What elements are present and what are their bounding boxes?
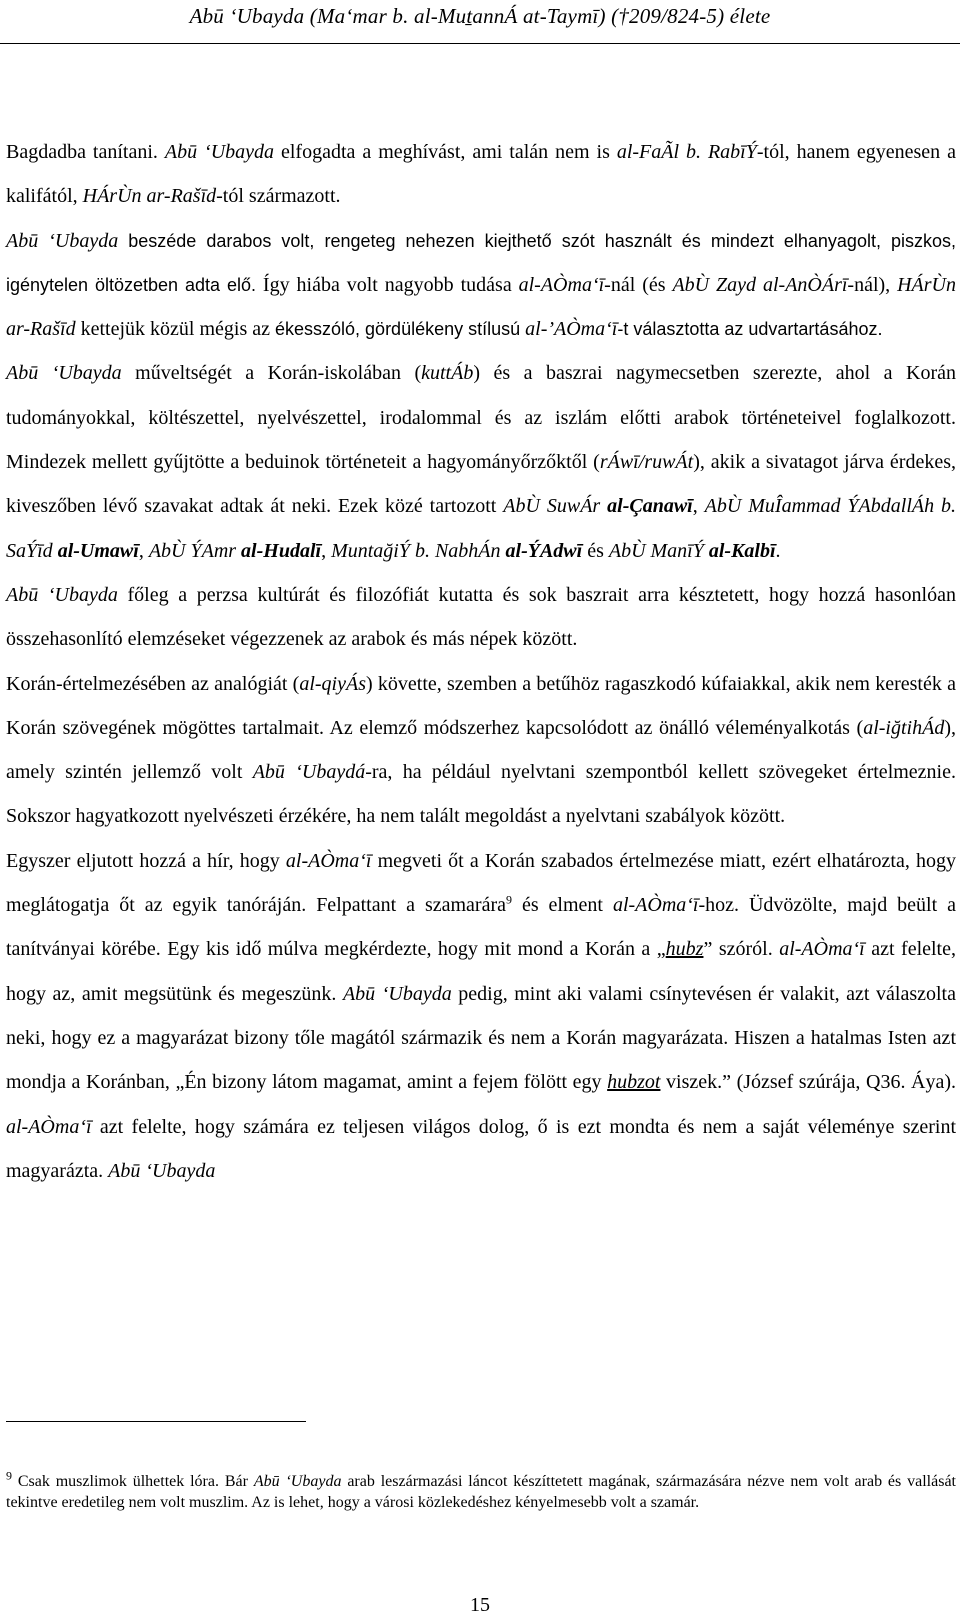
footnote-ref: 9	[506, 892, 512, 907]
text-run: -hoz. Üdvözölte, majd beült a tanítványai körébe. Egy kis idő múlva megkérdezte, hogy mit mond a Korán a „	[6, 894, 956, 961]
running-title: Abū ‘Ubayda (Ma‘mar b. al-MuṯannÁ at-Taymī) (†209/824-5) élete	[189, 4, 771, 28]
text-run: hubz	[665, 938, 704, 961]
paragraph	[6, 130, 956, 219]
text-run: Abū ‘Ubayda	[108, 1159, 216, 1182]
paragraph	[6, 351, 956, 572]
page-number: 15	[470, 1594, 490, 1616]
footnote	[6, 1468, 956, 1513]
footnote-ref: 9	[6, 1468, 12, 1483]
text-run: Abū ‘Ubayda	[6, 229, 119, 252]
paragraph	[6, 573, 956, 662]
text-run: HÁrÙn ar-Rašīd	[82, 185, 217, 208]
text-run: ékesszóló, gördülékeny stílusú	[275, 319, 526, 340]
text-run: és	[582, 539, 609, 562]
text-run: műveltségét a Korán-iskolában (	[121, 362, 422, 385]
text-run: al-Çanawī	[607, 495, 693, 518]
text-run: al-AÒma‘ī	[285, 849, 372, 872]
text-run: Abū ‘Ubayda	[342, 982, 452, 1005]
text-run: al-FaÃl b. RabīÝ	[616, 141, 757, 163]
text-run: HÁrÙn ar-Rašīd	[6, 273, 956, 341]
text-run: al-AÒma‘ī	[612, 894, 699, 917]
text-run: ” szóról.	[703, 938, 780, 961]
text-run: ) követte, szemben a betűhöz ragaszkodó kúfaiakkal, akik nem keresték a Korán szövegének mögöttes tartalmait. Az elemző módszerhez kapcsolódott az önálló véleményalkotás (	[6, 672, 956, 739]
text-run: ,	[321, 539, 332, 562]
footnote-divider	[6, 1421, 306, 1422]
text-run: -nál),	[847, 273, 898, 296]
text-run: MuntağiÝ b. NabhÁn	[331, 539, 506, 562]
text-run: viszek.” (József szúrája, Q36. Áya).	[660, 1071, 956, 1094]
paragraph	[6, 219, 956, 352]
text-run: megveti őt a Korán szabados értelmezése miatt, ezért elhatározta, hogy meglátogatja őt az egyik tanóráján. Felpattant a szamarára	[6, 849, 956, 917]
text-run: Így hiába volt nagyobb tudása	[255, 273, 519, 296]
text-run: .	[775, 539, 781, 562]
text-run: Abū ‘Ubayda	[164, 141, 275, 163]
text-run: hubzot	[607, 1071, 661, 1094]
footnotes	[6, 1468, 956, 1513]
text-run: elfogadta a meghívást, ami talán nem is	[274, 141, 617, 163]
text-run: ,	[138, 539, 149, 562]
text-run: -tól származott.	[216, 185, 341, 208]
text-run: azt felelte, hogy az, amit megsütünk és megeszünk.	[6, 938, 956, 1005]
text-run: -tól, hanem egyenesen a kalifától,	[6, 141, 956, 208]
text-run: AbÙ SuwÁr	[503, 495, 608, 518]
text-run: ), akik a sivatagot járva érdekes, kiveszőben lévő szavakat adtak át neki. Ezek közé tartozott	[6, 451, 956, 518]
text-run: al-Umawī	[57, 539, 139, 562]
text-run: ,	[692, 495, 705, 518]
text-run: -ra, ha például nyelvtani szempontból kellett szövegeket értelmeznie. Sokszor hagyatkozott nyelvészeti érzékére, ha nem talált megoldást a nyelvtani szabályok között.	[6, 761, 956, 828]
text-run: al-Kalbī	[708, 539, 776, 562]
text-run: azt felelte, hogy számára ez teljesen világos dolog, ő is ezt mondta és nem a saját véleménye szerint magyarázta.	[6, 1115, 956, 1182]
text-run: arab leszármazási láncot készíttetett magának, származására nézve nem volt arab és vallását tekintve eredetileg nem volt muszlim. Az is lehet, hogy a városi közlekedéshez kényelmesebb volt a szamár.	[6, 1473, 956, 1511]
text-run: beszéde darabos volt, rengeteg nehezen kiejthető szót használt és mindezt elhanyagolt, piszkos, igénytelen öltözetben adta elő.	[6, 230, 957, 295]
text-run: al-Hudalī	[241, 539, 322, 562]
text-run: ), amely szintén jellemző volt	[6, 716, 956, 784]
text-run: AbÙ MuÎammad ÝAbdallÁh b. SaÝīd	[6, 495, 957, 562]
text-run: Abū ‘Ubayda	[6, 583, 118, 606]
text-run: Csak muszlimok ülhettek lóra. Bár	[12, 1473, 254, 1490]
text-run: AbÙ ÝAmr	[148, 539, 242, 562]
text-run: Abū ‘Ubayda	[6, 362, 122, 385]
text-run: al-AÒma‘ī	[6, 1115, 92, 1138]
text-run: AbÙ ManīÝ	[608, 539, 709, 562]
text-run: al-iğtihÁd	[863, 716, 945, 739]
text-run: és elment	[512, 894, 613, 917]
paragraph	[6, 662, 956, 839]
text-run: pedig, mint aki valami csínytevésen ér valakit, azt válaszolta neki, hogy ez a magyarázat bizony tőle magától származik és nem a Korán magyarázata. Hiszen a hatalmas Isten azt mondja a Koránban, „Én bizony látom magamat, amint a fejem fölött egy	[6, 982, 956, 1094]
text-run: Egyszer eljutott hozzá a hír, hogy	[6, 849, 286, 872]
text-run: Bagdadba tanítani.	[6, 141, 165, 163]
text-run: al-AÒma‘ī	[779, 938, 865, 961]
text-run: Korán-értelmezésében az analógiát (	[6, 672, 300, 695]
text-run: al-’AÒma‘ī	[525, 318, 618, 341]
text-run: Abū ‘Ubaydá	[252, 761, 366, 784]
text-run: kettejük közül mégis az	[75, 318, 275, 341]
text-run: al-AÒma‘ī	[518, 273, 605, 296]
text-run: ) és a baszrai nagymecsetben szerezte, ahol a Korán tudományokkal, költészettel, nyelvészettel, irodalommal és az iszlám előtti arabok történeteivel foglalkozott. Mindezek mellett gyűjtötte a beduinok történeteit a hagyományőrzőktől (	[6, 362, 956, 474]
text-run: rÁwī/ruwÁt	[599, 451, 694, 474]
text-run: Abū ‘Ubayda	[253, 1473, 342, 1490]
text-run: -t választotta az udvartartásához.	[617, 319, 883, 340]
main-text	[6, 130, 956, 1193]
text-run: al-qiyÁs	[299, 672, 366, 695]
text-run: al-ÝAdwī	[505, 539, 583, 562]
header-divider	[0, 43, 960, 44]
paragraph	[6, 839, 956, 1193]
text-run: kuttÁb	[421, 362, 474, 385]
text-run: -nál (és	[604, 273, 673, 296]
text-run: főleg a perzsa kultúrát és filozófiát kutatta és sok baszrait arra késztetett, hogy hozzá hasonlóan összehasonlító elemzéseket végezzenek az arabok és más népek között.	[6, 583, 956, 651]
text-run: AbÙ Zayd al-AnÒÁrī	[672, 273, 848, 296]
